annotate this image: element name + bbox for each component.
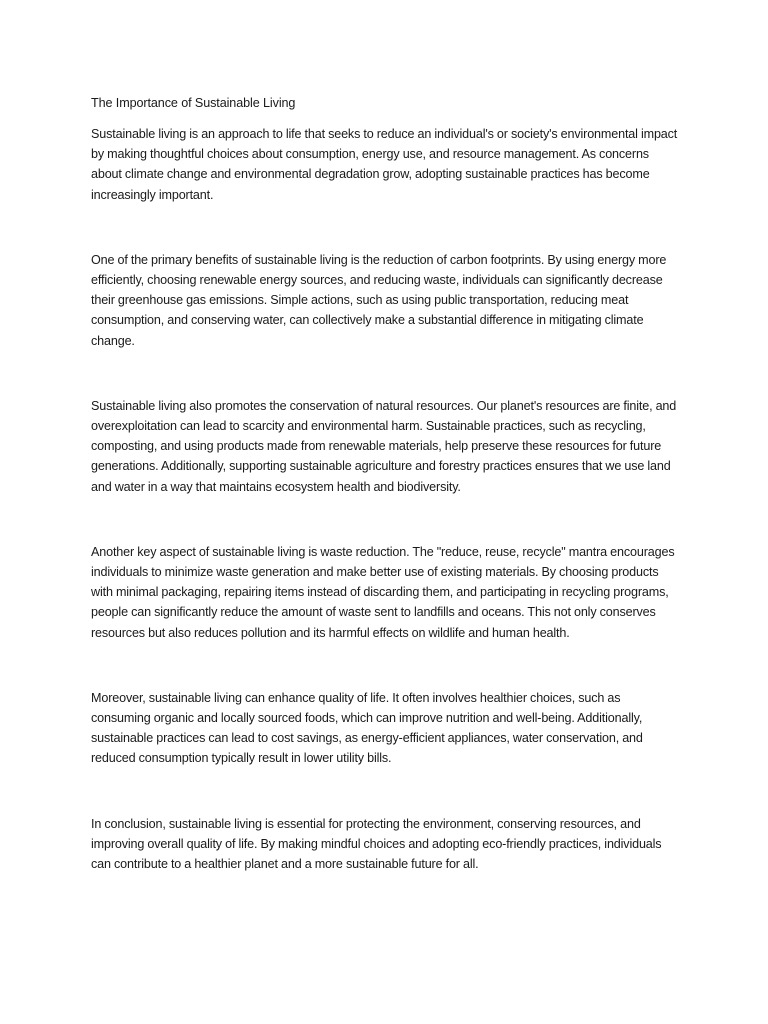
paragraph-quality-of-life: Moreover, sustainable living can enhance quality of life. It often involves healthier choices, such as consuming organic and locally sourced foods, which can improve nutrition and well-being. Additionally, sustainable practices can lead to cost savings, as energy-efficient appliances, water conservation, and reduced consumption typically result in lower utility bills. [91,690,643,766]
paragraph-waste-reduction: Another key aspect of sustainable living is waste reduction. The "reduce, reuse, recycle" mantra encourages individuals to minimize waste generation and make better use of existing materials. By choosing products with minimal packaging, repairing items instead of discarding them, and participating in recycling programs, people can significantly reduce the amount of waste sent to landfills and oceans. This not only conserves resources but also reduces pollution and its harmful effects on wildlife and human health. [91,544,675,640]
document-title: The Importance of Sustainable Living [91,96,296,110]
paragraph-carbon-footprint: One of the primary benefits of sustainable living is the reduction of carbon footprints. By using energy more efficiently, choosing renewable energy sources, and reducing waste, individuals can significantly decrease their greenhouse gas emissions. Simple actions, such as using public transportation, reducing meat consumption, and conserving water, can collectively make a substantial difference in mitigating climate change. [91,252,667,348]
document-page [91,93,681,874]
paragraph-introduction: Sustainable living is an approach to life that seeks to reduce an individual's or society's environmental impact by making thoughtful choices about consumption, energy use, and resource management. As concerns about climate change and environmental degradation grow, adopting sustainable practices has become increasingly important. [91,127,678,202]
paragraph-conclusion: In conclusion, sustainable living is essential for protecting the environment, conserving resources, and improving overall quality of life. By making mindful choices and adopting eco-friendly practices, individuals can contribute to a healthier planet and a more sustainable future for all. [91,816,662,872]
paragraph-natural-resources: Sustainable living also promotes the conservation of natural resources. Our planet's resources are finite, and overexploitation can lead to scarcity and environmental harm. Sustainable practices, such as recycling, composting, and using products made from renewable materials, help preserve these resources for future generations. Additionally, supporting sustainable agriculture and forestry practices ensures that we use land and water in a way that maintains ecosystem health and biodiversity. [91,398,677,494]
